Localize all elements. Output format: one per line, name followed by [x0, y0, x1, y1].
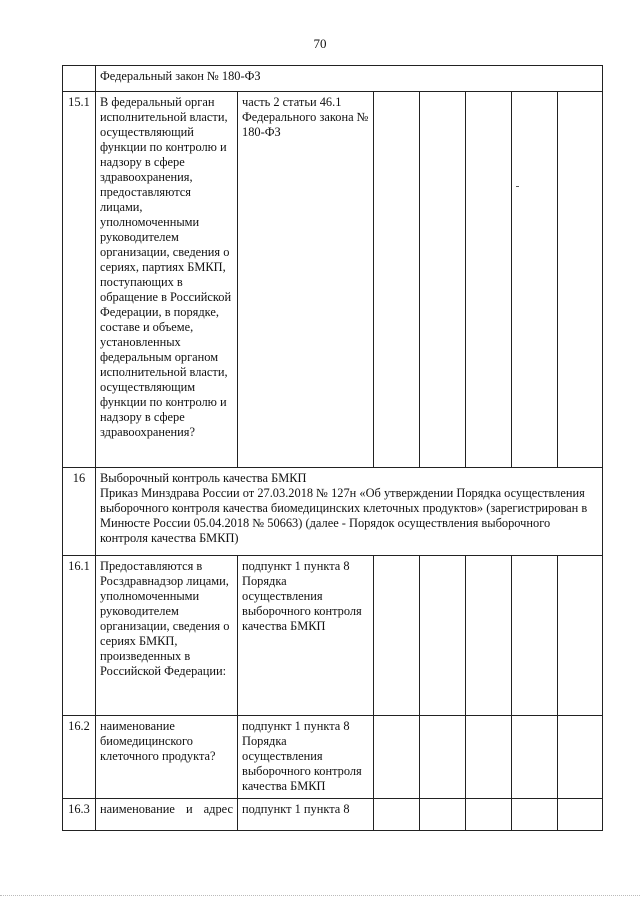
answer-cell [420, 716, 466, 799]
answer-cell [466, 799, 512, 831]
answer-cell [374, 556, 420, 716]
row-question: наименование и адрес [96, 799, 238, 831]
answer-cell [466, 556, 512, 716]
answer-cell [374, 799, 420, 831]
row-reference: подпункт 1 пункта 8 [238, 799, 374, 831]
answer-cell [420, 92, 466, 468]
row-reference: подпункт 1 пункта 8 Порядка осуществления выборочного контроля качества БМКП [238, 716, 374, 799]
row-reference: часть 2 статьи 46.1 Федерального закона № 180-ФЗ [238, 92, 374, 468]
answer-cell [374, 716, 420, 799]
answer-cell [374, 92, 420, 468]
answer-cell [558, 799, 603, 831]
section-number: 16 [63, 468, 96, 556]
row-question: наименование биомедицинского клеточного продукта? [96, 716, 238, 799]
law-header-row [63, 66, 603, 92]
row-number: 16.2 [63, 716, 96, 799]
answer-cell [558, 556, 603, 716]
row-reference: подпункт 1 пункта 8 Порядка осуществления выборочного контроля качества БМКП [238, 556, 374, 716]
answer-cell [512, 92, 558, 468]
section-title: Выборочный контроль качества БМКП [100, 471, 307, 485]
page-bottom-edge [0, 895, 640, 906]
row-question: Предоставляются в Росздравнадзор лицами, уполномоченными руководителем организации, сведения о сериях БМКП, произведенных в Российской Федерации: [96, 556, 238, 716]
table-row [63, 799, 603, 831]
section-row [63, 468, 603, 556]
row-number: 16.3 [63, 799, 96, 831]
answer-cell [558, 92, 603, 468]
section-text: Приказ Минздрава России от 27.03.2018 № 127н «Об утверждении Порядка осуществления выборочного контроля качества биомедицинских клеточных продуктов» (зарегистрирован в Минюсте России 05.04.2018 № 50663) (далее - Порядок осуществления выборочного контроля качества БМКП) [100, 486, 588, 545]
table-row [63, 92, 603, 468]
row-number: 16.1 [63, 556, 96, 716]
law-header: Федеральный закон № 180-ФЗ [96, 66, 603, 92]
table-row [63, 716, 603, 799]
answer-cell [512, 799, 558, 831]
row-number: 15.1 [63, 92, 96, 468]
answer-cell [466, 92, 512, 468]
answer-cell [558, 716, 603, 799]
answer-cell [420, 556, 466, 716]
answer-cell [466, 716, 512, 799]
answer-cell [512, 556, 558, 716]
empty-cell [63, 66, 96, 92]
answer-cell [420, 799, 466, 831]
scan-speck [516, 186, 519, 187]
page-number: 70 [313, 36, 327, 51]
answer-cell [512, 716, 558, 799]
table-row [63, 556, 603, 716]
row-question: В федеральный орган исполнительной власти, осуществляющий функции по контролю и надзору в сфере здравоохранения, предоставляются лицами, уполномоченными руководителем организации, сведения о сериях, партиях БМКП, поступающих в обращение в Российской Федерации, в порядке, составе и объеме, установленных федеральным органом исполнительной власти, осуществляющим функции по контролю и надзору в сфере здравоохранения? [96, 92, 238, 468]
checklist-table [62, 65, 603, 831]
section-cell [96, 468, 603, 556]
